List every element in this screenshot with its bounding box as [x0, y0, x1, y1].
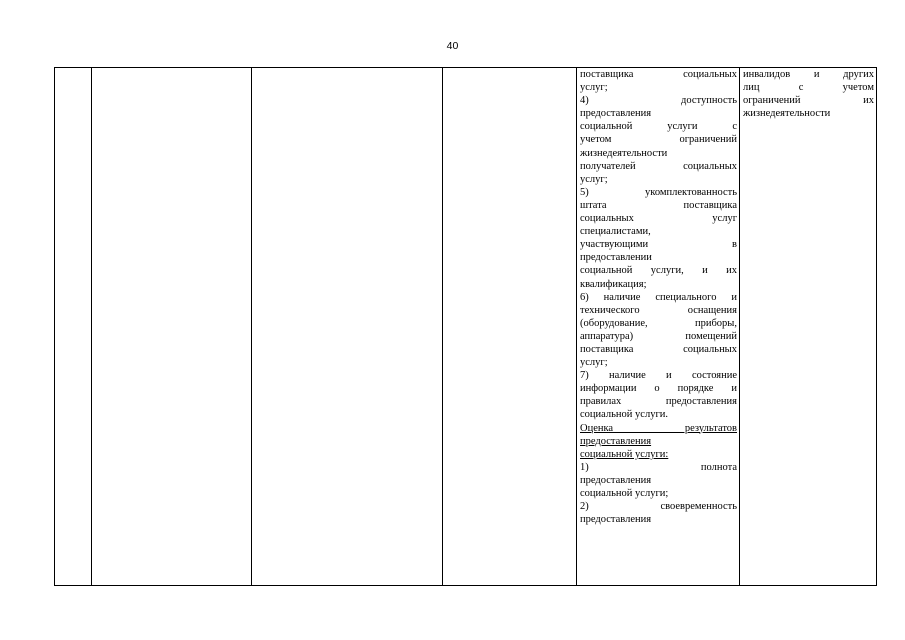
text-line: поставщика социальных	[580, 69, 737, 80]
text-line: правилах предоставления	[580, 396, 737, 408]
text-line: предоставлении	[580, 252, 652, 264]
page-number: 40	[446, 40, 459, 52]
text-line: технического оснащения	[580, 304, 737, 316]
text-line: социальной услуги:	[580, 448, 669, 460]
text-line: лиц с учетом	[743, 82, 874, 94]
text-line: инвалидов и других	[743, 69, 874, 80]
quality-criteria-text	[577, 68, 739, 526]
text-line: социальной услуги с	[580, 121, 737, 133]
table-row	[55, 68, 877, 586]
text-line: специалистами,	[580, 226, 651, 238]
table-cell-col3	[252, 68, 443, 586]
text-line: 4) доступность	[580, 95, 737, 107]
text-line: получателей социальных	[580, 160, 737, 172]
text-line: 1) полнота	[580, 461, 737, 473]
text-line: жизнедеятельности	[580, 147, 668, 159]
text-line: социальной услуги.	[580, 409, 668, 421]
text-line: социальных услуг	[580, 213, 737, 225]
document-table	[54, 67, 877, 586]
text-line: информации о порядке и	[580, 383, 737, 395]
table-cell-col4	[443, 68, 577, 586]
text-line: услуг;	[580, 357, 608, 369]
text-line: предоставления	[580, 474, 652, 486]
text-line: 7) наличие и состояние	[580, 370, 737, 382]
text-line: аппаратура) помещений	[580, 330, 737, 342]
text-line: предоставления	[580, 514, 652, 526]
text-line: предоставления	[580, 108, 652, 120]
text-line: ограничений их	[743, 95, 874, 107]
text-line: 5) укомплектованность	[580, 186, 737, 198]
text-line: социальной услуги, и их	[580, 265, 737, 277]
text-line: предоставления	[580, 435, 652, 447]
table-cell-col1	[55, 68, 92, 586]
text-line: учетом ограничений	[580, 134, 737, 146]
text-line: Оценка результатов	[580, 422, 737, 434]
text-line: услуг;	[580, 82, 608, 94]
text-line: социальной услуги;	[580, 488, 669, 499]
text-line: квалификация;	[580, 278, 647, 290]
text-line: поставщика социальных	[580, 343, 737, 355]
text-line: штата поставщика	[580, 199, 737, 211]
text-line: 6) наличие специального и	[580, 291, 737, 303]
notes-text	[740, 68, 876, 120]
text-line: (оборудование, приборы,	[580, 317, 737, 329]
table-cell-col2	[92, 68, 252, 586]
table-cell-notes	[740, 68, 877, 586]
text-line: услуг;	[580, 173, 608, 185]
table-cell-quality-criteria	[577, 68, 740, 586]
text-line: 2) своевременность	[580, 501, 737, 513]
text-line: жизнедеятельности	[743, 108, 831, 120]
text-line: участвующими в	[580, 239, 737, 251]
